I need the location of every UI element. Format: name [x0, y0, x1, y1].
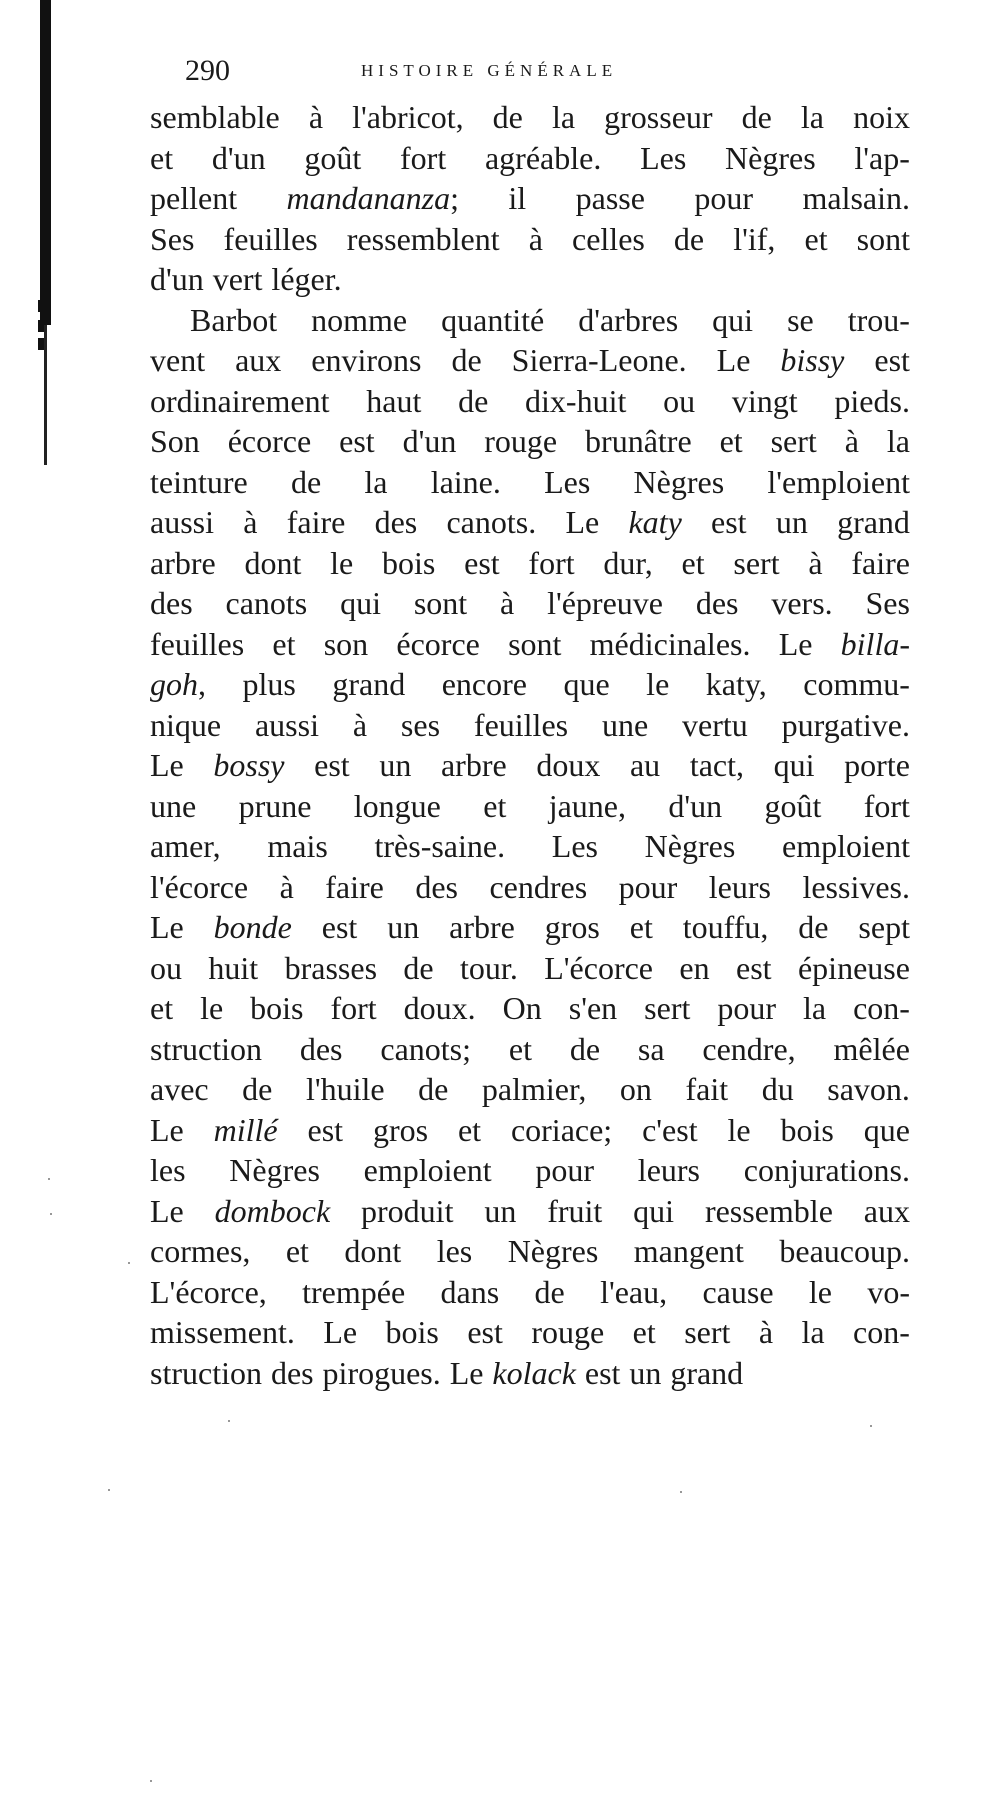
text-line: une prune longue et jaune, d'un goût fort: [150, 787, 910, 824]
binding-edge-thin: [44, 325, 47, 465]
text-line: teinture de la laine. Les Nègres l'emploient: [150, 463, 910, 500]
text-line: Le millé est gros et coriace; c'est le bois que: [150, 1111, 910, 1148]
paper-speck: [150, 1780, 152, 1782]
text-line: L'écorce, trempée dans de l'eau, cause le vo-: [150, 1273, 910, 1310]
running-title: HISTOIRE GÉNÉRALE: [361, 61, 618, 80]
text-line: nique aussi à ses feuilles une vertu purgative.: [150, 706, 910, 743]
text-line: et le bois fort doux. On s'en sert pour la con-: [150, 990, 910, 1026]
page-number: 290: [185, 54, 230, 87]
binding-mark: [38, 300, 44, 312]
text-line: amer, mais très-saine. Les Nègres emploient: [150, 828, 910, 864]
text-line: pellent mandananza; il passe pour malsain.: [150, 180, 910, 216]
text-line: aussi à faire des canots. Le katy est un grand: [150, 504, 910, 540]
page-header: [185, 52, 755, 90]
paper-speck: [108, 1489, 110, 1491]
text-line: les Nègres emploient pour leurs conjurations.: [150, 1152, 910, 1188]
text-line: d'un vert léger.: [150, 261, 342, 297]
text-line: ordinairement haut de dix-huit ou vingt pieds.: [150, 382, 910, 419]
paper-speck: [48, 1178, 50, 1180]
text-line: feuilles et son écorce sont médicinales. Le billa-: [150, 625, 910, 662]
text-line: struction des pirogues. Le kolack est un grand: [150, 1354, 744, 1391]
text-line: ou huit brasses de tour. L'écorce en est épineuse: [150, 949, 910, 986]
paper-speck: [870, 1425, 872, 1427]
paper-speck: [680, 1491, 682, 1493]
paper-speck: [128, 1262, 130, 1264]
text-line: des canots qui sont à l'épreuve des vers. Ses: [150, 585, 910, 621]
text-line: semblable à l'abricot, de la grosseur de la noix: [150, 99, 910, 135]
paper-speck: [50, 1213, 52, 1215]
text-line: l'écorce à faire des cendres pour leurs lessives.: [150, 868, 910, 905]
text-line: arbre dont le bois est fort dur, et sert à faire: [150, 544, 910, 581]
text-line: Son écorce est d'un rouge brunâtre et sert à la: [150, 423, 910, 459]
text-line: Barbot nomme quantité d'arbres qui se trou-: [190, 301, 910, 338]
text-line: Le dombock produit un fruit qui ressemble aux: [150, 1192, 910, 1229]
binding-mark: [38, 320, 44, 332]
text-line: et d'un goût fort agréable. Les Nègres l'ap-: [150, 139, 910, 176]
binding-mark: [38, 338, 44, 350]
binding-edge: [40, 0, 51, 325]
text-line: struction des canots; et de sa cendre, mêlée: [150, 1030, 910, 1067]
text-line: cormes, et dont les Nègres mangent beaucoup.: [150, 1233, 910, 1269]
text-line: vent aux environs de Sierra-Leone. Le bissy est: [150, 342, 910, 378]
body-text: [150, 97, 910, 1393]
text-line: Ses feuilles ressemblent à celles de l'if, et sont: [150, 220, 910, 257]
paper-speck: [228, 1420, 230, 1422]
text-line: Le bonde est un arbre gros et touffu, de sept: [150, 909, 910, 945]
text-line: avec de l'huile de palmier, on fait du savon.: [150, 1071, 910, 1107]
text-line: missement. Le bois est rouge et sert à la con-: [150, 1314, 910, 1350]
text-line: goh, plus grand encore que le katy, commu-: [150, 666, 910, 702]
text-line: Le bossy est un arbre doux au tact, qui porte: [150, 747, 910, 783]
